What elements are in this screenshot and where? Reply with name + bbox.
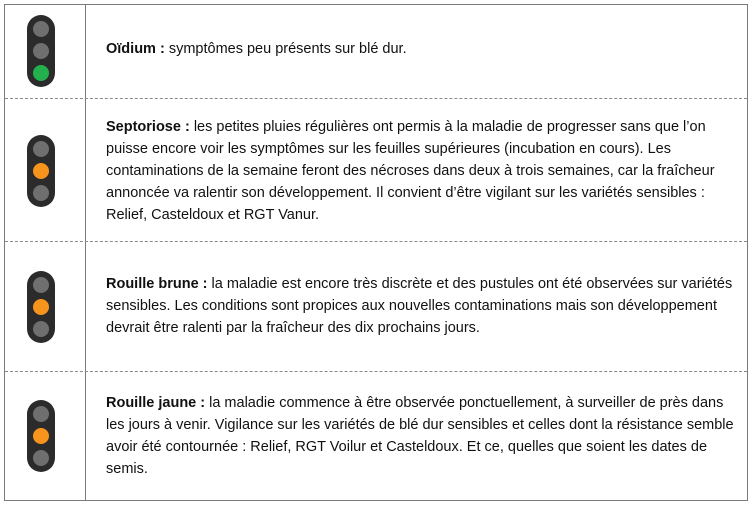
disease-title: Oïdium : bbox=[106, 41, 165, 57]
traffic-light-orange-lamp bbox=[33, 163, 49, 179]
disease-title: Rouille brune : bbox=[106, 276, 208, 292]
traffic-light-green-lamp bbox=[33, 65, 49, 81]
row-text bbox=[106, 38, 739, 60]
table-row-septoriose bbox=[5, 98, 747, 241]
disease-status-table bbox=[4, 4, 748, 501]
traffic-light-green-lamp bbox=[33, 450, 49, 466]
traffic-light-icon bbox=[27, 271, 55, 343]
traffic-light-red-lamp bbox=[33, 406, 49, 422]
row-text bbox=[106, 116, 739, 226]
traffic-light-red-lamp bbox=[33, 21, 49, 37]
table-row-rouille-brune bbox=[5, 241, 747, 371]
table-row-oidium bbox=[5, 5, 747, 98]
traffic-light-green-lamp bbox=[33, 185, 49, 201]
table-row-rouille-jaune bbox=[5, 371, 747, 500]
disease-description: la maladie est encore très discrète et des pustules ont été observées sur variétés sensibles. Les conditions sont propices aux nouvelles contaminations mais son développement devrait être ralenti par la fraîcheur des dix prochains jours. bbox=[106, 276, 733, 336]
row-text bbox=[106, 392, 739, 480]
row-text bbox=[106, 273, 739, 339]
traffic-light-icon bbox=[27, 135, 55, 207]
traffic-light-red-lamp bbox=[33, 141, 49, 157]
traffic-light-green-lamp bbox=[33, 321, 49, 337]
traffic-light-orange-lamp bbox=[33, 43, 49, 59]
disease-title: Rouille jaune : bbox=[106, 395, 206, 411]
traffic-light-orange-lamp bbox=[33, 299, 49, 315]
disease-description: la maladie commence à être observée ponctuellement, à surveiller de près dans les jours à venir. Vigilance sur les variétés de blé dur sensibles et celles dont la résistance semble avoir été contournée : Relief, RGT Voilur et Casteldoux. Et ce, quelles que soient les dates de semis. bbox=[106, 395, 734, 477]
traffic-light-icon bbox=[27, 15, 55, 87]
traffic-light-orange-lamp bbox=[33, 428, 49, 444]
disease-description: les petites pluies régulières ont permis à la maladie de progresser sans que l’on puisse encore voir les symptômes sur les feuilles supérieures (incubation en cours). Les contaminations de la semaine feront des nécroses dans deux à trois semaines, car la fraîcheur annoncée va ralentir son développement. Il convient d’être vigilant sur les variétés sensibles : Relief, Casteldoux et RGT Vanur. bbox=[106, 119, 715, 223]
disease-title: Septoriose : bbox=[106, 119, 190, 135]
disease-description: symptômes peu présents sur blé dur. bbox=[164, 41, 407, 57]
traffic-light-red-lamp bbox=[33, 277, 49, 293]
traffic-light-icon bbox=[27, 400, 55, 472]
